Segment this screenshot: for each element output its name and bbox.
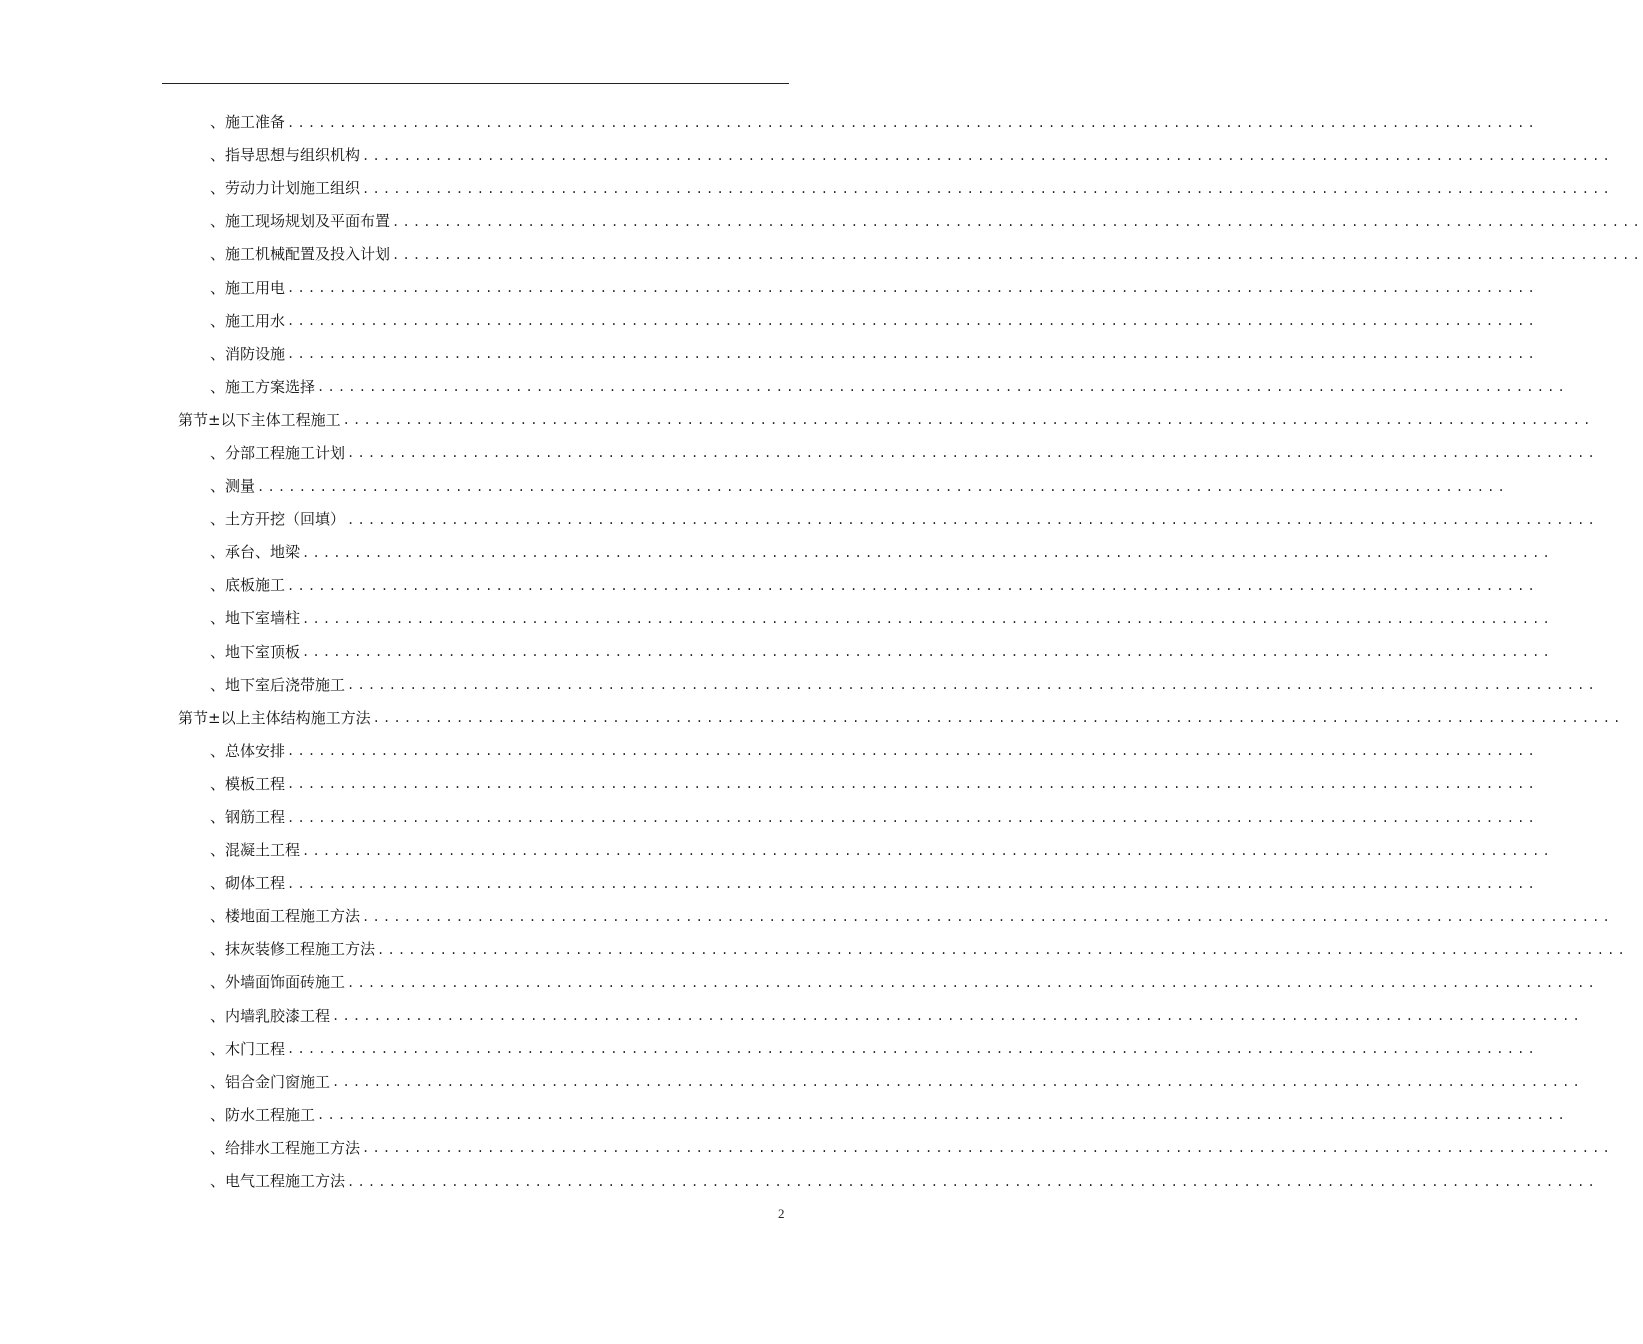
toc-item[interactable]: [0, 569, 1538, 602]
dot-leader: ........................................................................................................................: [317, 1108, 1568, 1123]
dot-leader: ........................................................................................................................: [287, 1042, 1538, 1057]
dot-leader: ........................................................................................................................: [257, 479, 1508, 494]
toc-item[interactable]: [0, 735, 1538, 768]
toc-entry-title: 劳动力计划施工组织: [225, 179, 361, 198]
toc-entry-title: 木门工程: [225, 1039, 286, 1058]
toc-entry-title: 地下室顶板: [225, 642, 301, 661]
dot-leader: ........................................................................................................................: [287, 281, 1538, 296]
dot-leader: ........................................................................................................................: [287, 347, 1538, 362]
dot-leader: ........................................................................................................................: [342, 413, 1594, 428]
toc-entry-title: 外墙面饰面砖施工: [225, 973, 346, 992]
toc-item[interactable]: [0, 338, 1538, 371]
toc-entry-prefix: 、: [210, 1138, 226, 1157]
toc-entry-title: 消防设施: [225, 344, 286, 363]
toc-entry-title: 铝合金门窗施工: [225, 1072, 331, 1091]
dot-leader: ........................................................................................................................: [302, 545, 1553, 560]
toc-item[interactable]: [0, 503, 1598, 536]
toc-entry-prefix: 、: [210, 576, 226, 595]
toc-entry-prefix: 第节: [178, 410, 209, 429]
toc-entry-prefix: 、: [210, 543, 226, 562]
dot-leader: ........................................................................................................................: [317, 380, 1568, 395]
toc-entry-title: 施工用电: [225, 278, 286, 297]
toc-entry-prefix: 、: [210, 907, 226, 926]
toc-entry-prefix: 、: [210, 642, 226, 661]
toc-item[interactable]: [0, 536, 1553, 569]
toc-entry-prefix: 、: [210, 179, 226, 198]
toc-entry-prefix: 、: [210, 113, 226, 132]
toc-item[interactable]: [0, 1165, 1598, 1198]
header-rule: [162, 83, 789, 84]
toc-entry-title: 土方开挖（回填）: [225, 510, 346, 529]
toc-entry-prefix: 、: [210, 808, 226, 827]
toc-entry-title: ±以下主体工程施工: [208, 410, 341, 429]
toc-item[interactable]: [0, 1033, 1538, 1066]
toc-item[interactable]: [0, 1099, 1568, 1132]
toc-item[interactable]: [0, 205, 1643, 238]
toc-item[interactable]: [0, 602, 1553, 635]
dot-leader: ........................................................................................................................: [362, 148, 1613, 163]
dot-leader: ........................................................................................................................: [377, 942, 1628, 957]
toc-item[interactable]: [0, 106, 1538, 139]
toc-item[interactable]: [0, 437, 1598, 470]
dot-leader: ........................................................................................................................: [372, 711, 1624, 726]
toc-entry-prefix: 、: [210, 940, 226, 959]
dot-leader: ........................................................................................................................: [287, 777, 1538, 792]
dot-leader: ........................................................................................................................: [362, 1141, 1613, 1156]
toc-entry-prefix: 、: [210, 1039, 226, 1058]
toc-entry-prefix: 、: [210, 311, 226, 330]
toc-entry-prefix: 、: [210, 973, 226, 992]
dot-leader: ........................................................................................................................: [392, 214, 1643, 229]
toc-entry-title: 抹灰装修工程施工方法: [225, 940, 376, 959]
toc-entry-prefix: 、: [210, 443, 226, 462]
toc-entry-title: 施工现场规划及平面布置: [225, 212, 391, 231]
toc-entry-prefix: 、: [210, 874, 226, 893]
toc-item[interactable]: [0, 900, 1613, 933]
toc-entry-prefix: 、: [210, 245, 226, 264]
toc-entry-title: 总体安排: [225, 741, 286, 760]
dot-leader: ........................................................................................................................: [332, 1075, 1583, 1090]
toc-entry-prefix: 、: [210, 1105, 226, 1124]
dot-leader: ........................................................................................................................: [302, 645, 1553, 660]
toc-item[interactable]: [0, 867, 1538, 900]
dot-leader: ........................................................................................................................: [347, 1174, 1598, 1189]
dot-leader: ........................................................................................................................: [347, 975, 1598, 990]
dot-leader: ........................................................................................................................: [287, 744, 1538, 759]
toc-entry-title: 地下室后浇带施工: [225, 675, 346, 694]
toc-entry-title: 防水工程施工: [225, 1105, 316, 1124]
toc-entry-title: 给排水工程施工方法: [225, 1138, 361, 1157]
toc-item[interactable]: [0, 768, 1538, 801]
dot-leader: ........................................................................................................................: [347, 512, 1598, 527]
toc-section[interactable]: [0, 404, 1594, 437]
toc-item[interactable]: [0, 305, 1538, 338]
toc-entry-prefix: 、: [210, 1172, 226, 1191]
toc-entry-prefix: 、: [210, 1072, 226, 1091]
toc-entry-title: 指导思想与组织机构: [225, 146, 361, 165]
dot-leader: ........................................................................................................................: [287, 876, 1538, 891]
toc-entry-title: 地下室墙柱: [225, 609, 301, 628]
toc-item[interactable]: [0, 1132, 1613, 1165]
toc-entry-prefix: 、: [210, 510, 226, 529]
toc-item[interactable]: [0, 1066, 1583, 1099]
toc-entry-title: 测量: [225, 477, 256, 496]
toc-entry-title: 施工准备: [225, 113, 286, 132]
toc-entry-prefix: 、: [210, 344, 226, 363]
toc-entry-title: 承台、地梁: [225, 543, 301, 562]
dot-leader: ........................................................................................................................: [392, 247, 1643, 262]
toc-entry-title: 施工方案选择: [225, 377, 316, 396]
toc-entry-prefix: 、: [210, 477, 226, 496]
toc-item[interactable]: [0, 801, 1538, 834]
toc-item[interactable]: [0, 834, 1553, 867]
toc-entry-title: 底板施工: [225, 576, 286, 595]
dot-leader: ........................................................................................................................: [287, 810, 1538, 825]
dot-leader: ........................................................................................................................: [287, 578, 1538, 593]
toc-item[interactable]: [0, 966, 1598, 999]
toc-entry-prefix: 、: [210, 278, 226, 297]
toc-item[interactable]: [0, 636, 1553, 669]
toc-entry-title: 楼地面工程施工方法: [225, 907, 361, 926]
dot-leader: ........................................................................................................................: [332, 1009, 1583, 1024]
toc-entry-title: 砌体工程: [225, 874, 286, 893]
dot-leader: ........................................................................................................................: [347, 446, 1598, 461]
toc-item[interactable]: [0, 238, 1643, 271]
toc-entry-prefix: 、: [210, 741, 226, 760]
dot-leader: ........................................................................................................................: [287, 115, 1538, 130]
toc-entry-prefix: 、: [210, 841, 226, 860]
toc-entry-prefix: 、: [210, 609, 226, 628]
toc-item[interactable]: [0, 669, 1598, 702]
toc-entry-title: 施工机械配置及投入计划: [225, 245, 391, 264]
dot-leader: ........................................................................................................................: [362, 181, 1613, 196]
dot-leader: ........................................................................................................................: [302, 611, 1553, 626]
toc-entry-title: 施工用水: [225, 311, 286, 330]
toc-entry-title: 钢筋工程: [225, 808, 286, 827]
toc-entry-prefix: 、: [210, 212, 226, 231]
table-of-contents: [0, 106, 1643, 1198]
toc-item[interactable]: [0, 139, 1613, 172]
toc-section[interactable]: [0, 702, 1624, 735]
toc-entry-title: 电气工程施工方法: [225, 1172, 346, 1191]
toc-entry-prefix: 、: [210, 377, 226, 396]
toc-entry-title: 混凝土工程: [225, 841, 301, 860]
dot-leader: ........................................................................................................................: [287, 314, 1538, 329]
toc-entry-title: 内墙乳胶漆工程: [225, 1006, 331, 1025]
toc-item[interactable]: [0, 371, 1568, 404]
dot-leader: ........................................................................................................................: [302, 843, 1553, 858]
toc-entry-prefix: 、: [210, 675, 226, 694]
toc-entry-title: 模板工程: [225, 774, 286, 793]
page-number: 2: [778, 1206, 785, 1221]
toc-item[interactable]: [0, 271, 1538, 304]
dot-leader: ........................................................................................................................: [347, 678, 1598, 693]
toc-item[interactable]: [0, 933, 1628, 966]
toc-entry-title: ±以上主体结构施工方法: [208, 708, 371, 727]
toc-entry-prefix: 、: [210, 774, 226, 793]
toc-entry-prefix: 第节: [178, 708, 209, 727]
toc-entry-prefix: 、: [210, 1006, 226, 1025]
toc-item[interactable]: [0, 172, 1613, 205]
toc-entry-prefix: 、: [210, 146, 226, 165]
toc-item[interactable]: [0, 470, 1508, 503]
toc-item[interactable]: [0, 1000, 1583, 1033]
dot-leader: ........................................................................................................................: [362, 909, 1613, 924]
toc-entry-title: 分部工程施工计划: [225, 443, 346, 462]
